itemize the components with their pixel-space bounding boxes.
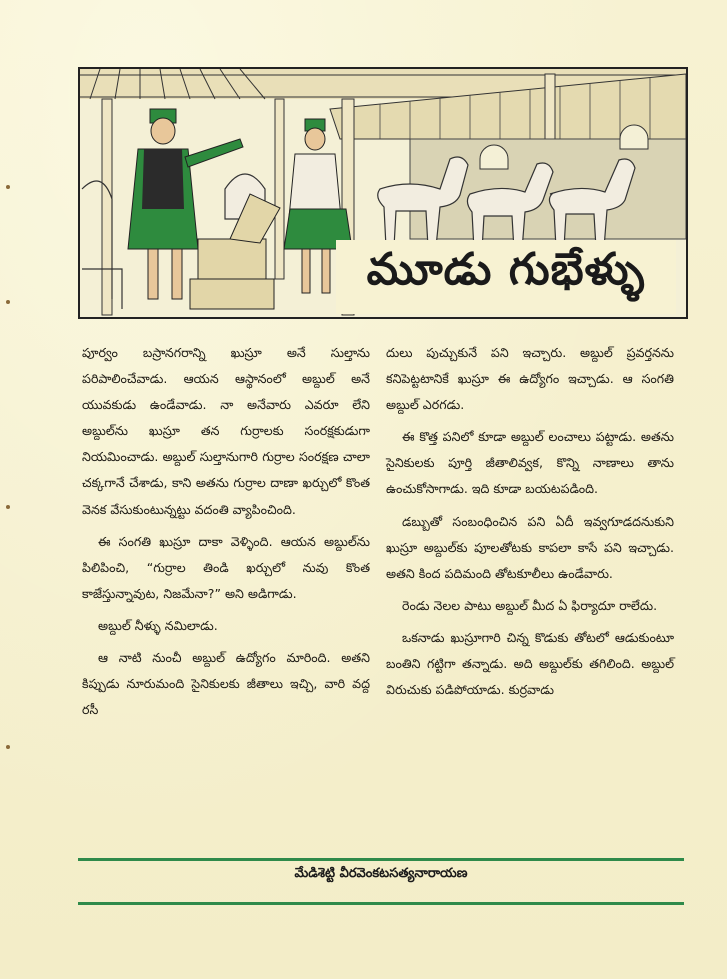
paragraph: అబ్దుల్ నీళ్ళు నమిలాడు. bbox=[98, 617, 218, 633]
paragraph: ఈ కొత్త పనిలో కూడా అబ్దుల్ లంచాలు పట్టాడు. అతను సైనికులకు పూర్తి జీతాలివ్వక, కొన్ని నాణాలు తాను ఉంచుకోసాగాడు. ఇది కూడా బయటపడింది. bbox=[386, 429, 674, 497]
page-edge-mark bbox=[6, 185, 10, 189]
paragraph: దులు పుచ్చుకునే పని ఇచ్చారు. అబ్దుల్ ప్రవర్తనను కనిపెట్టటానికే ఖుస్రూ ఈ ఉద్యోగం ఇచ్చాడు. ఆ సంగతి అబ్దుల్ ఎరగడు. bbox=[386, 345, 674, 413]
divider-bottom bbox=[78, 902, 684, 905]
paragraph: పూర్వం బస్రానగరాన్ని ఖుస్రూ అనే సుల్తాను పరిపాలించేవాడు. ఆయన ఆస్థానంలో అబ్దుల్ అనే యువకుడు ఉండేవాడు. నా అనేవారు ఎవరూ లేని అబ్దుల్‌ను ఖుస్రూ తన గుర్రాలకు సంరక్షకుడుగా నియమించాడు. అబ్దుల్ సుల్తానుగారి గుర్రాల సంరక్షణ చాలా చక్కగానే చేశాడు, కాని అతను గుర్రాల దాణా ఖర్చులో కొంత వెనక వేసుకుంటున్నట్టు వదంతి వ్యాపించింది. bbox=[82, 345, 370, 517]
paragraph: ఆ నాటి నుంచీ అబ్దుల్ ఉద్యోగం మారింది. అతని కిప్పుడు నూరుమంది సైనికులకు జీతాలు ఇచ్చి, వారి వద్ద రసీ bbox=[82, 650, 370, 718]
page-edge-mark bbox=[6, 300, 10, 304]
title-panel bbox=[336, 240, 676, 314]
paragraph: ఈ సంగతి ఖుస్రూ దాకా వెళ్ళింది. ఆయన అబ్దుల్‌ను పిలిపించి, “గుర్రాల తిండి ఖర్చులో నువు కొంత కాజేస్తున్నావుట, నిజమేనా?” అని అడిగాడు. bbox=[82, 533, 370, 601]
story-title: మూడు గుభేళ్ళు bbox=[366, 244, 646, 295]
page-edge-mark bbox=[6, 505, 10, 509]
paragraph: ఒకనాడు ఖుస్రూగారి చిన్న కొడుకు తోటలో ఆడుకుంటూ బంతిని గట్టిగా తన్నాడు. అది అబ్దుల్‌కు తగిలింది. అబ్దుల్ విరుచుకు పడిపోయాడు. కుర్రవాడు bbox=[386, 629, 674, 698]
text-column-left bbox=[82, 340, 370, 729]
paragraph: రెండు నెలల పాటు అబ్దుల్ మీద ఏ ఫిర్యాదూ రాలేదు. bbox=[402, 597, 658, 613]
paragraph: డబ్బుతో సంబంధించిన పని ఏదీ ఇవ్వగూడదనుకుని ఖుస్రూ అబ్దుల్‌కు పూలతోటకు కాపలా కాసే పని ఇచ్చాడు. అతని కింద పదిమంది తోటకూలీలు ఉండేవారు. bbox=[386, 513, 674, 581]
divider-top bbox=[78, 858, 684, 861]
author-byline: మేడిశెట్టి వీరవెంకటసత్యనారాయణ bbox=[294, 866, 468, 881]
text-column-right bbox=[386, 340, 674, 709]
page-edge-mark bbox=[6, 745, 10, 749]
